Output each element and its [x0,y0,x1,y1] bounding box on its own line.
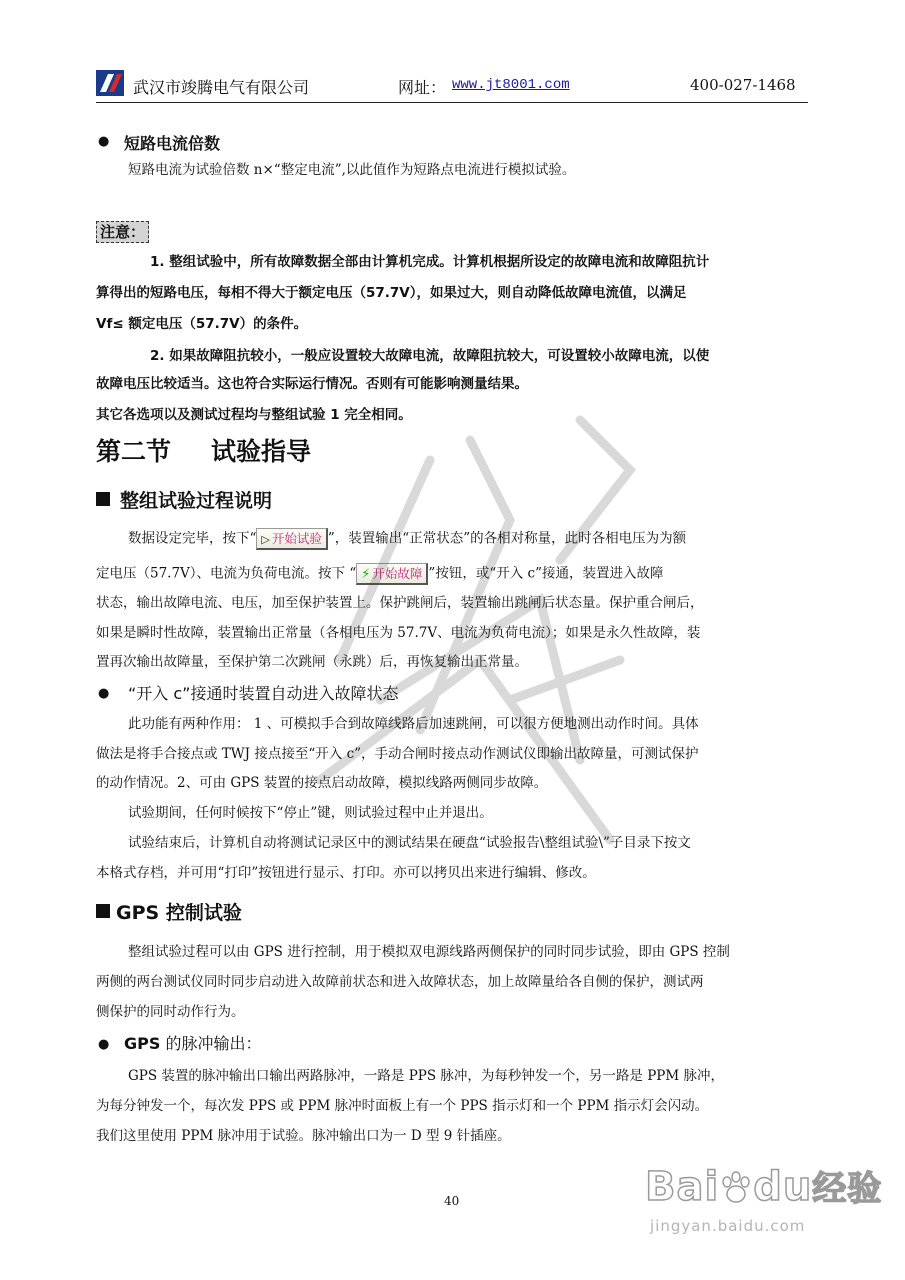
overall-line-3: 状态，输出故障电流、电压，加至保护装置上。保护跳闸后，装置输出跳闸后状态量。保护重合闸后， [96,595,704,611]
note-line-5: 故障电压比较适当。这也符合实际运行情况。否则有可能影响测量结果。 [96,376,528,392]
gps-pulse-line-2: 为每分钟发一个，每次发 PPS 或 PPM 脉冲时面板上有一个 PPS 指示灯和一个 PPM 指示灯会闪动。 [96,1098,709,1114]
gps-heading [96,898,242,925]
watermark-stamp-icon [280,400,660,860]
note-line-6: 其它各选项以及测试过程均与整组试验 1 完全相同。 [96,407,412,423]
note-line-4: 2. 如果故障阻抗较小，一般应设置较大故障电流，故障阻抗较大，可设置较小故障电流，以使 [150,348,710,364]
bullet-icon: ● [98,686,110,701]
gps-heading-text: GPS 控制试验 [116,902,242,924]
phone-number: 400-027-1468 [690,76,796,94]
gps-pulse-heading [124,1031,261,1054]
baidu-watermark [640,1155,883,1245]
company-logo-icon [96,70,124,96]
input-c-heading: “开入 c”接通时装置自动进入故障状态 [128,684,399,703]
gps-line-1: 整组试验过程可以由 GPS 进行控制，用于模拟双电源线路两侧保护的同时同步试验，即由 GPS 控制 [128,944,730,960]
note-label: 注意： [96,221,149,243]
overall-line-1-end: ”，装置输出“正常状态”的各相对称量，此时各相电压为为额 [327,530,687,547]
note-line-1: 1. 整组试验中，所有故障数据全部由计算机完成。计算机根据所设定的故障电流和故障阻抗计 [150,254,710,270]
start-fault-label: 开始故障 [372,566,423,581]
short-circuit-text: 短路电流为试验倍数 n×“整定电流”,以此值作为短路点电流进行模拟试验。 [128,162,576,178]
start-test-label: 开始试验 [271,531,322,546]
note-line-2: 算得出的短路电压，每相不得大于额定电压（57.7V），如果过大，则自动降低故障电流值，以满足 [96,285,687,301]
section-title [96,432,311,468]
short-circuit-heading: 短路电流倍数 [124,134,221,153]
overall-test-heading-text: 整组试验过程说明 [120,490,273,512]
overall-line-1-start: 数据设定完毕，按下“ [128,530,257,547]
overall-line-5: 置再次输出故障量，至保护第二次跳闸（永跳）后，再恢复输出正常量。 [96,654,528,670]
gps-pulse-line-3: 我们这里使用 PPM 脉冲用于试验。脉冲输出口为一 D 型 9 针插座。 [96,1128,511,1144]
overall-line-2-start: 定电压（57.7V）、电流为负荷电流。按下 “ [96,565,357,582]
gps-pulse-heading-rest: 的脉冲输出： [160,1034,262,1053]
website-link[interactable]: www.jt8001.com [452,77,570,93]
paw-icon [719,1168,753,1202]
section-name: 试验指导 [211,437,312,466]
baidu-url: jingyan.baidu.com [650,1217,806,1235]
input-c-line-6: 本格式存档，并可用“打印”按钮进行显示、打印。亦可以拷贝出来进行编辑、修改。 [96,865,596,881]
company-name: 武汉市竣腾电气有限公司 [133,78,310,97]
baidu-brand-c: 经验 [812,1169,883,1209]
baidu-brand-b: du [753,1164,813,1210]
baidu-brand-a: Bai [645,1164,720,1210]
gps-line-3: 侧保护的同时动作行为。 [96,1004,245,1020]
lightning-icon: ⚡ [361,567,371,582]
section-number: 第二节 [96,437,172,466]
overall-test-heading [96,486,272,513]
gps-pulse-heading-bold: GPS [124,1034,161,1053]
header-divider [96,102,808,103]
input-c-line-5: 试验结束后，计算机自动将测试记录区中的测试结果在硬盘“试验报告\整组试验\”子目录下按文 [128,835,691,851]
overall-line-2-end: ”按钮，或“开入 c”接通，装置进入故障 [428,565,664,582]
square-bullet-icon [96,904,110,918]
input-c-line-1: 此功能有两种作用： 1 、可模拟手合到故障线路后加速跳闸，可以很方便地测出动作时间。具体 [128,716,699,732]
input-c-line-4: 试验期间，任何时候按下“停止”键，则试验过程中止并退出。 [128,805,493,821]
website-label: 网址： [398,78,447,97]
input-c-line-2: 做法是将手合接点或 TWJ 接点接至“开入 c”，手动合闸时接点动作测试仪即输出故障量，可测试保护 [96,746,699,762]
page-number: 40 [444,1194,460,1208]
input-c-line-3: 的动作情况。2、可由 GPS 装置的接点启动故障，模拟线路两侧同步故障。 [96,775,548,791]
bullet-icon: ● [98,1037,110,1052]
bullet-icon: ● [98,134,110,149]
play-icon: ▷ [261,533,270,546]
gps-line-2: 两侧的两台测试仪同时同步启动进入故障前状态和进入故障状态，加上故障量给各自侧的保护，测试两 [96,974,704,990]
overall-line-4: 如果是瞬时性故障，装置输出正常量（各相电压为 57.7V、电流为负荷电流）；如果是永久性故障，装 [96,625,701,641]
square-bullet-icon [96,492,110,506]
gps-pulse-line-1: GPS 装置的脉冲输出口输出两路脉冲，一路是 PPS 脉冲，为每秒钟发一个，另一路是 PPM 脉冲， [128,1068,724,1084]
note-line-3: Vf≤ 额定电压（57.7V）的条件。 [96,316,308,332]
